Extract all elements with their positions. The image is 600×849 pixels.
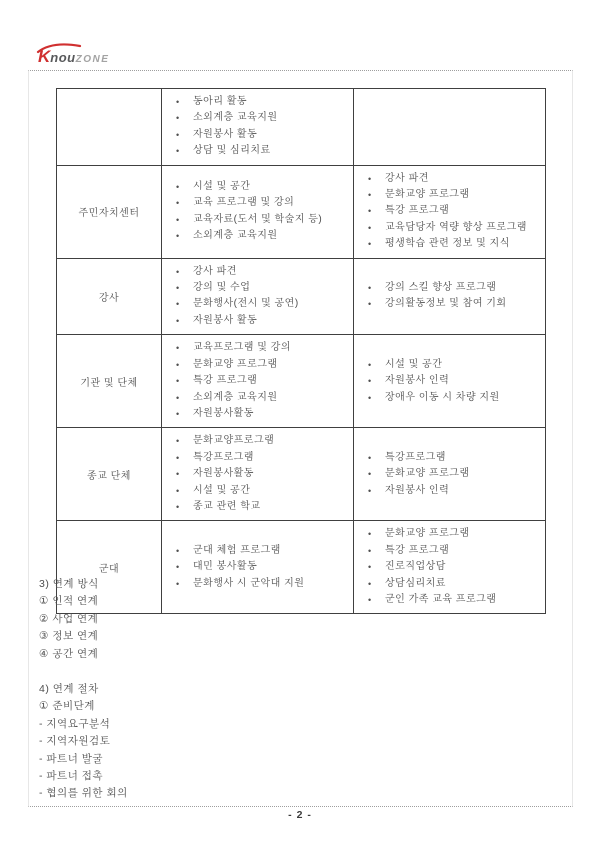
list-item — [162, 373, 351, 389]
bullet-icon: • — [176, 578, 180, 589]
section-line: - 파트너 접촉 — [39, 770, 104, 783]
bullet-icon: • — [176, 436, 180, 447]
list-item-text: 문화행사 시 군악대 지원 — [193, 577, 305, 589]
list-item — [354, 543, 543, 559]
bullet-icon: • — [368, 283, 372, 294]
bullet-icon: • — [368, 529, 372, 540]
section-line: ③ 정보 연계 — [39, 630, 99, 643]
bullet-icon: • — [176, 359, 180, 370]
list-item — [354, 450, 543, 466]
linkage-resource-table — [56, 88, 546, 614]
list-item — [162, 94, 351, 110]
list-item-text: 소외계층 교육지원 — [193, 391, 278, 403]
list-item — [354, 203, 543, 219]
list-item-text: 강사 파견 — [385, 172, 429, 184]
list-item-text: 자원봉사 활동 — [193, 128, 258, 140]
list-item-text: 시설 및 공간 — [385, 358, 443, 370]
bullet-icon: • — [176, 97, 180, 107]
list-item — [354, 526, 543, 542]
right-items-cell — [354, 521, 546, 614]
bullet-icon: • — [176, 392, 180, 403]
list-item — [354, 466, 543, 482]
section-line: - 지역자원검토 — [39, 735, 111, 748]
bullet-icon: • — [368, 578, 372, 589]
list-item-text: 소외계층 교육지원 — [193, 112, 278, 124]
bullet-list — [354, 450, 543, 499]
list-item-text: 군대 체험 프로그램 — [193, 544, 281, 556]
list-item-text: 특강 프로그램 — [193, 375, 258, 387]
list-item — [354, 390, 543, 406]
bullet-icon: • — [176, 469, 180, 480]
bullet-icon: • — [368, 545, 372, 556]
list-item-text: 특강 프로그램 — [385, 544, 450, 556]
list-item — [354, 357, 543, 373]
middle-items-cell — [162, 521, 354, 614]
list-item — [162, 212, 351, 228]
bullet-icon: • — [368, 485, 372, 496]
list-item-text: 군인 가족 교육 프로그램 — [385, 593, 497, 605]
table-row — [57, 89, 546, 166]
right-items-cell — [354, 335, 546, 428]
list-item — [354, 236, 543, 252]
list-item — [162, 264, 351, 280]
bullet-icon: • — [176, 315, 180, 326]
bullet-icon: • — [176, 283, 180, 294]
category-cell: 종교 단체 — [57, 428, 162, 521]
list-item-text: 교육프로그램 및 강의 — [193, 342, 291, 354]
list-item — [162, 280, 351, 296]
list-item-text: 자원봉사활동 — [193, 407, 254, 419]
list-item — [162, 179, 351, 195]
list-item — [162, 576, 351, 592]
category-cell — [57, 89, 162, 166]
list-item — [354, 373, 543, 389]
list-item-text: 자원봉사 인력 — [385, 484, 450, 496]
category-cell: 기관 및 단체 — [57, 335, 162, 428]
bullet-list — [162, 264, 351, 330]
bullet-icon: • — [176, 231, 180, 242]
list-item — [162, 340, 351, 356]
bullet-list — [162, 433, 351, 515]
list-item-text: 문화교양 프로그램 — [193, 358, 278, 370]
middle-items-cell — [162, 165, 354, 258]
section-heading: 4) 연계 절차 — [39, 683, 99, 696]
list-item — [162, 390, 351, 406]
bullet-icon: • — [368, 239, 372, 250]
bullet-icon: • — [368, 469, 372, 480]
bullet-icon: • — [176, 501, 180, 512]
bullet-icon: • — [368, 359, 372, 370]
linkage-table-body — [57, 89, 546, 614]
bullet-icon: • — [176, 545, 180, 556]
table-row — [57, 335, 546, 428]
list-item — [162, 127, 351, 143]
bullet-list — [162, 340, 351, 422]
bullet-list — [354, 357, 543, 406]
list-item-text: 자원봉사 활동 — [193, 314, 258, 326]
bullet-icon: • — [176, 485, 180, 496]
bullet-icon: • — [176, 299, 180, 310]
section-line: ① 인적 연계 — [39, 595, 99, 608]
list-item-text: 교육자료(도서 및 학술지 등) — [193, 213, 323, 225]
list-item — [354, 592, 543, 608]
bullet-icon: • — [176, 198, 180, 209]
list-item-text: 동아리 활동 — [193, 96, 248, 107]
list-item — [162, 559, 351, 575]
list-item-text: 종교 관련 학교 — [193, 500, 261, 512]
section-line: - 협의를 위한 회의 — [39, 787, 128, 800]
bullet-icon: • — [368, 190, 372, 201]
list-item — [354, 280, 543, 296]
category-cell: 주민자치센터 — [57, 165, 162, 258]
list-item — [162, 466, 351, 482]
bullet-icon: • — [176, 266, 180, 277]
text-sections — [39, 576, 128, 803]
bullet-icon: • — [368, 222, 372, 233]
list-item — [162, 543, 351, 559]
list-item — [354, 220, 543, 236]
list-item-text: 문화교양 프로그램 — [385, 528, 470, 540]
logo-k-text: K — [38, 47, 51, 66]
list-item — [162, 228, 351, 244]
right-items-cell — [354, 165, 546, 258]
bullet-icon: • — [368, 562, 372, 573]
table-row — [57, 165, 546, 258]
bullet-icon: • — [368, 594, 372, 605]
list-item-text: 특강프로그램 — [385, 451, 446, 463]
middle-items-cell — [162, 335, 354, 428]
list-item — [162, 406, 351, 422]
category-cell: 군대 — [57, 521, 162, 614]
list-item — [162, 450, 351, 466]
list-item-text: 상담 및 심리치료 — [193, 145, 271, 157]
bullet-icon: • — [368, 173, 372, 184]
list-item — [162, 433, 351, 449]
list-item — [354, 171, 543, 187]
bullet-icon: • — [176, 113, 180, 124]
bullet-icon: • — [368, 376, 372, 387]
list-item — [354, 483, 543, 499]
category-cell: 강사 — [57, 258, 162, 335]
list-item — [162, 110, 351, 126]
list-item-text: 소외계층 교육지원 — [193, 230, 278, 242]
list-item-text: 특강 프로그램 — [385, 205, 450, 217]
table-row — [57, 521, 546, 614]
right-items-cell — [354, 258, 546, 335]
table-row — [57, 258, 546, 335]
logo-zone-text: ZONE — [75, 54, 110, 65]
list-item-text: 교육담당자 역량 향상 프로그램 — [385, 221, 527, 233]
bullet-list — [354, 280, 543, 313]
section — [39, 681, 128, 803]
section-line: - 지역요구분석 — [39, 717, 111, 730]
list-item-text: 대민 봉사활동 — [193, 561, 258, 573]
list-item-text: 문화교양 프로그램 — [385, 189, 470, 201]
bullet-list — [354, 171, 543, 253]
list-item-text: 교육 프로그램 및 강의 — [193, 197, 295, 209]
list-item-text: 시설 및 공간 — [193, 180, 251, 192]
section — [39, 576, 128, 663]
section-line: ① 준비단계 — [39, 700, 95, 713]
list-item-text: 강의 스킬 향상 프로그램 — [385, 282, 497, 294]
list-item-text: 진로직업상담 — [385, 561, 446, 573]
list-item — [354, 559, 543, 575]
list-item — [354, 187, 543, 203]
list-item-text: 평생학습 관련 정보 및 지식 — [385, 238, 510, 250]
list-item-text: 강사 파견 — [193, 265, 237, 277]
logo-nou-text: nou — [50, 50, 76, 65]
bullet-icon: • — [368, 452, 372, 463]
list-item-text: 장애우 이동 시 차량 지원 — [385, 391, 500, 403]
list-item-text: 상담심리치료 — [385, 577, 446, 589]
list-item — [162, 195, 351, 211]
list-item-text: 강의활동정보 및 참여 기회 — [385, 298, 507, 310]
list-item-text: 자원봉사활동 — [193, 468, 254, 480]
list-item — [162, 483, 351, 499]
bullet-icon: • — [176, 376, 180, 387]
bullet-list — [162, 543, 351, 592]
list-item — [162, 357, 351, 373]
bullet-icon: • — [176, 562, 180, 573]
list-item-text: 자원봉사 인력 — [385, 375, 450, 387]
middle-items-cell — [162, 428, 354, 521]
list-item — [162, 499, 351, 515]
knouzone-logo — [38, 47, 109, 67]
list-item-text: 특강프로그램 — [193, 451, 254, 463]
content-frame — [28, 70, 573, 807]
middle-items-cell — [162, 89, 354, 166]
section-line: - 파트너 발굴 — [39, 752, 104, 765]
list-item — [162, 143, 351, 159]
list-item — [354, 296, 543, 312]
bullet-icon: • — [176, 452, 180, 463]
list-item-text: 문화교양 프로그램 — [385, 468, 470, 480]
right-items-cell — [354, 428, 546, 521]
bullet-list — [162, 179, 351, 245]
bullet-icon: • — [176, 129, 180, 140]
list-item — [354, 576, 543, 592]
middle-items-cell — [162, 258, 354, 335]
bullet-list — [354, 526, 543, 608]
section-line: ④ 공간 연계 — [39, 647, 99, 660]
bullet-icon: • — [368, 206, 372, 217]
bullet-icon: • — [176, 181, 180, 192]
section-line: ② 사업 연계 — [39, 612, 99, 625]
bullet-icon: • — [176, 146, 180, 157]
table-row — [57, 428, 546, 521]
list-item — [162, 296, 351, 312]
bullet-icon: • — [176, 214, 180, 225]
bullet-icon: • — [176, 408, 180, 419]
list-item-text: 문화교양프로그램 — [193, 435, 275, 447]
bullet-list — [162, 94, 351, 160]
bullet-icon: • — [176, 343, 180, 354]
page-number: - 2 - — [288, 809, 312, 821]
list-item-text: 문화행사(전시 및 공연) — [193, 298, 299, 310]
section-heading: 3) 연계 방식 — [39, 578, 99, 590]
list-item-text: 강의 및 수업 — [193, 282, 251, 294]
right-items-cell — [354, 89, 546, 166]
list-item — [162, 313, 351, 329]
bullet-icon: • — [368, 299, 372, 310]
bullet-icon: • — [368, 392, 372, 403]
list-item-text: 시설 및 공간 — [193, 484, 251, 496]
